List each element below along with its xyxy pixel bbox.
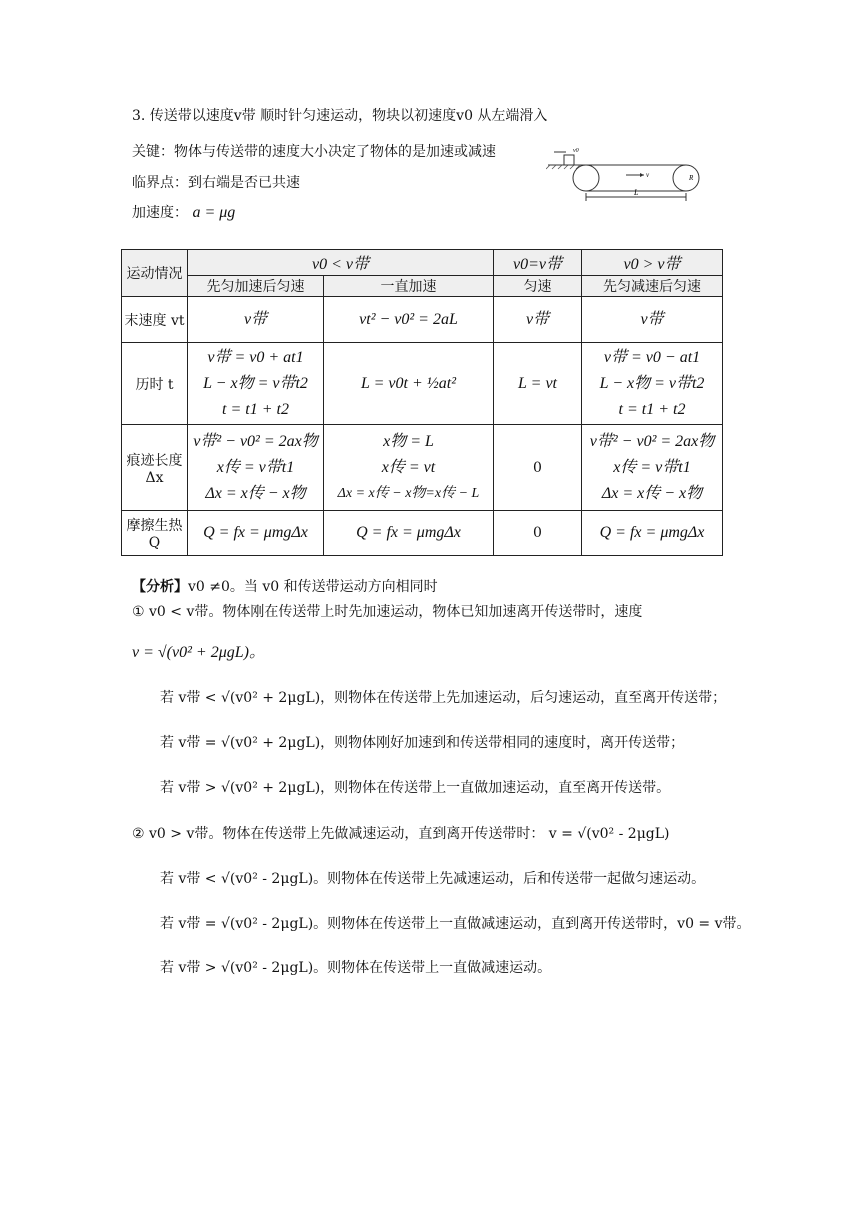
analysis-intro-text: v0 ≠0。当 v0 和传送带运动方向相同时 [188,579,438,595]
key-line: 关键：物体与传送带的速度大小决定了物体的是加速或减速 [132,144,496,160]
table-cell: vt² − v0² = 2aL [324,297,494,343]
critical-line: 临界点：到右端是否已共速 [132,175,300,191]
table-cell: v带² − v0² = 2ax物 x传 = v带t1 Δx = x传 − x物 [582,425,723,511]
section-heading [132,106,547,126]
conveyor-table [121,249,723,556]
table-cell: 0 [494,425,582,511]
table-row [122,511,723,556]
diagram-label-v0: v0 [573,148,579,154]
conveyor-diagram [546,144,706,206]
acceleration-line [132,203,235,223]
case1-item: 若 v带 < √(v0² + 2μgL)，则物体在传送带上先加速运动，后匀速运动，直至离开传送带； [160,690,727,706]
diagram-label-l: L [634,188,639,197]
table-cell: v带 [188,297,324,343]
table-row [122,343,723,425]
sub-header: 先匀减速后匀速 [582,276,723,297]
table-cell: v带 [582,297,723,343]
case2-line: ② v0 > v带。物体在传送带上先做减速运动，直到离开传送带时： v = √(v0² - 2μgL) [132,826,670,842]
table-cell: Q = fx = μmgΔx [582,511,723,556]
header-group-gt: v0 > v带 [582,250,723,276]
acceleration-label: 加速度： [132,205,188,221]
heading-text: 3. 传送带以速度v带 顺时针匀速运动，物块以初速度v0 从左端滑入 [132,108,548,124]
case1-item: 若 v带 > √(v0² + 2μgL)，则物体在传送带上一直做加速运动，直至离开传送带。 [160,780,671,796]
case1-line: ① v0 < v带。物体刚在传送带上时先加速运动，物体已知加速离开传送带时，速度 [132,604,643,620]
table-cell: 0 [494,511,582,556]
left-pulley-icon [573,165,599,191]
row-label: 历时 t [122,343,188,425]
table-cell: v带 [494,297,582,343]
table-cell: Q = fx = μmgΔx [188,511,324,556]
case2-item: 若 v带 = √(v0² - 2μgL)。则物体在传送带上一直做减速运动，直到离开传送带时，v0 = v带。 [160,916,751,932]
table-cell: L = vt [494,343,582,425]
table-row [122,297,723,343]
analysis-title: 【分析】 [132,579,188,595]
case2-item: 若 v带 < √(v0² - 2μgL)。则物体在传送带上先减速运动，后和传送带一起做匀速运动。 [160,871,706,887]
right-pulley-icon [673,165,699,191]
table-cell: L = v0t + ½at² [324,343,494,425]
acceleration-formula: a = μg [192,204,236,221]
row-label: 摩擦生热 Q [122,511,188,556]
table-cell: v带² − v0² = 2ax物 x传 = v带t1 Δx = x传 − x物 [188,425,324,511]
analysis-intro [132,577,438,597]
row-label: 末速度 vt [122,297,188,343]
case2-item: 若 v带 > √(v0² - 2μgL)。则物体在传送带上一直做减速运动。 [160,960,552,976]
header-group-lt: v0 < v带 [188,250,494,276]
table-cell: v带 = v0 − at1 L − x物 = v带t2 t = t1 + t2 [582,343,723,425]
table-cell: x物 = L x传 = vt Δx = x传 − x物=x传 − L [324,425,494,511]
case1-formula: v = √(v0² + 2μgL)。 [132,644,265,661]
header-group-eq: v0=v带 [494,250,582,276]
table-row [122,425,723,511]
diagram-label-v: v [646,171,650,179]
block-icon [564,155,574,165]
table-cell: v带 = v0 + at1 L − x物 = v带t2 t = t1 + t2 [188,343,324,425]
table-cell: Q = fx = μmgΔx [324,511,494,556]
case1-item: 若 v带 = √(v0² + 2μgL)，则物体刚好加速到和传送带相同的速度时，离开传送带； [160,735,685,751]
diagram-label-r: R [689,174,694,182]
sub-header: 一直加速 [324,276,494,297]
sub-header: 匀速 [494,276,582,297]
sub-header: 先匀加速后匀速 [188,276,324,297]
header-case: 运动情况 [122,250,188,297]
row-label: 痕迹长度 Δx [122,425,188,511]
